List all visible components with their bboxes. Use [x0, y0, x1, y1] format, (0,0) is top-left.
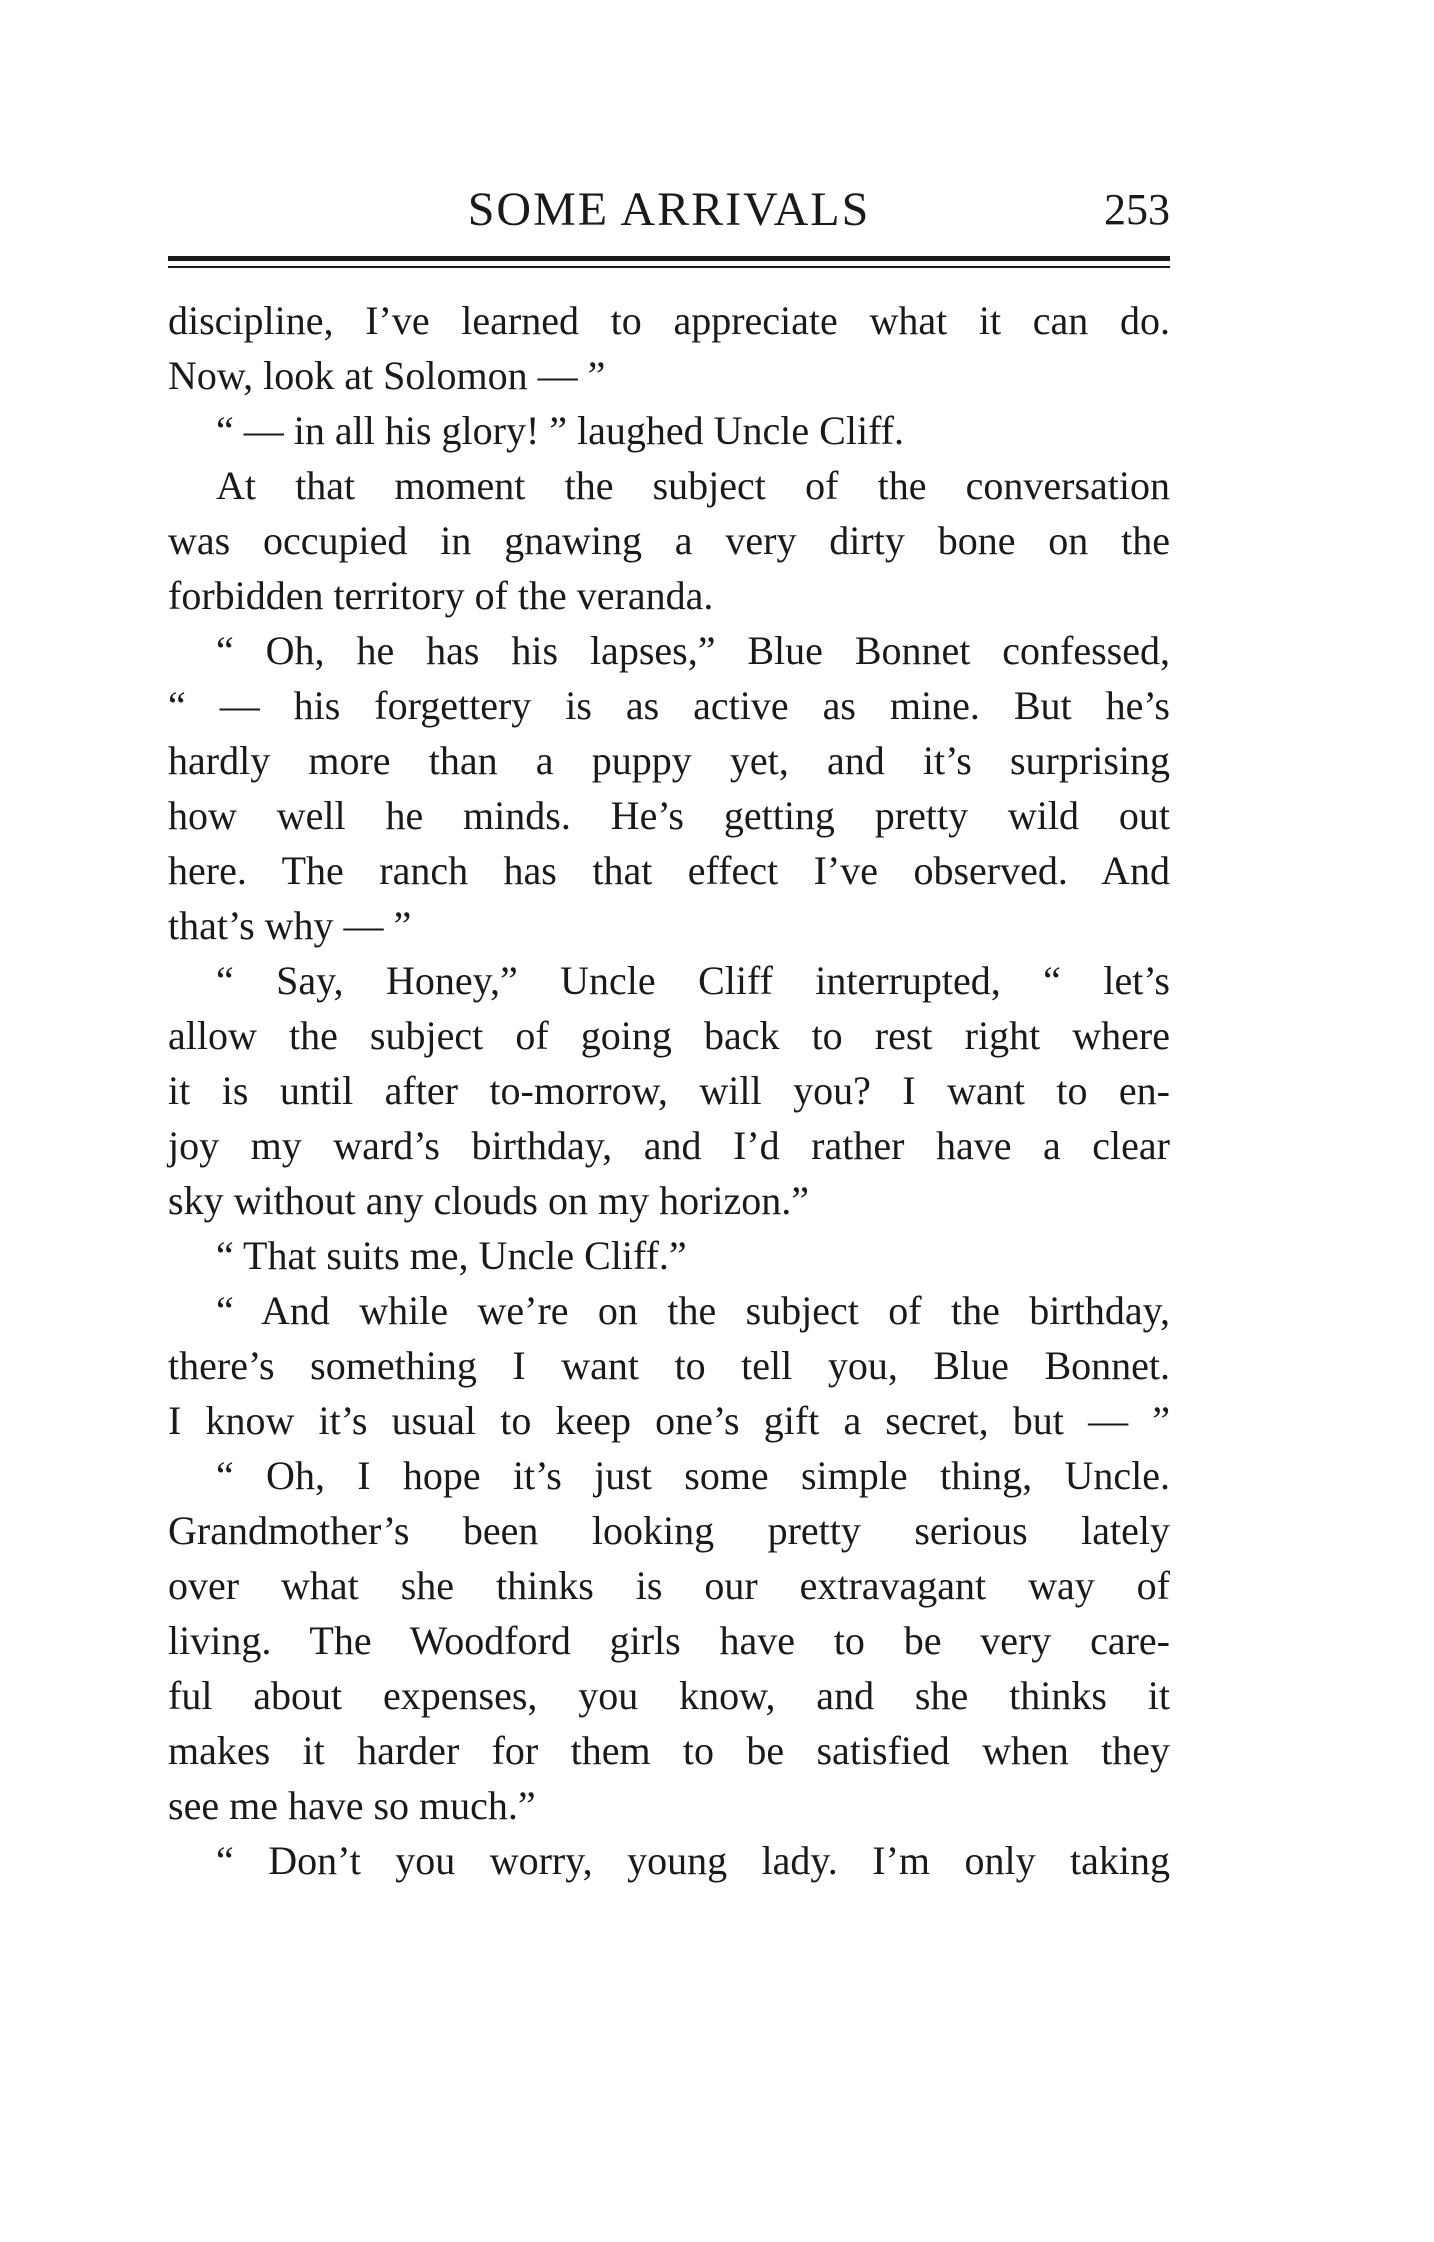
- text-line: “ Oh, I hope it’s just some simple thing, Uncle.: [216, 1453, 1170, 1498]
- text-line: At that moment the subject of the conversation: [216, 463, 1170, 508]
- text-line: over what she thinks is our extravagant way of: [168, 1563, 1170, 1608]
- text-line: makes it harder for them to be satisfied when they: [168, 1728, 1170, 1773]
- text-line: that’s why — ”: [168, 903, 412, 948]
- text-line: hardly more than a puppy yet, and it’s surprising: [168, 738, 1170, 783]
- text-line: Now, look at Solomon — ”: [168, 353, 606, 398]
- text-line: “ Don’t you worry, young lady. I’m only taking: [216, 1838, 1170, 1883]
- text-line: forbidden territory of the veranda.: [168, 573, 714, 618]
- text-line: allow the subject of going back to rest right where: [168, 1013, 1170, 1058]
- text-line: “ — in all his glory! ” laughed Uncle Cliff.: [216, 408, 904, 453]
- text-line: ful about expenses, you know, and she thinks it: [168, 1673, 1170, 1718]
- text-line: living. The Woodford girls have to be very care-: [168, 1618, 1170, 1663]
- chapter-title: SOME ARRIVALS: [467, 183, 871, 236]
- text-line: I know it’s usual to keep one’s gift a secret, but — ”: [168, 1398, 1170, 1443]
- text-line: “ That suits me, Uncle Cliff.”: [216, 1233, 687, 1278]
- text-line: how well he minds. He’s getting pretty wild out: [168, 793, 1170, 838]
- running-head: [168, 180, 1170, 240]
- text-line: Grandmother’s been looking pretty serious lately: [168, 1508, 1170, 1553]
- text-line: see me have so much.”: [168, 1783, 536, 1828]
- text-line: “ Say, Honey,” Uncle Cliff interrupted, “ let’s: [216, 958, 1170, 1003]
- text-line: discipline, I’ve learned to appreciate what it can do.: [168, 298, 1170, 343]
- body-text: [168, 293, 1170, 1888]
- text-line: here. The ranch has that effect I’ve observed. And: [168, 848, 1170, 893]
- page-number: 253: [1104, 185, 1170, 234]
- text-line: sky without any clouds on my horizon.”: [168, 1178, 810, 1223]
- text-line: there’s something I want to tell you, Blue Bonnet.: [168, 1343, 1170, 1388]
- text-line: was occupied in gnawing a very dirty bone on the: [168, 518, 1170, 563]
- text-line: “ — his forgettery is as active as mine. But he’s: [168, 683, 1170, 728]
- text-line: “ Oh, he has his lapses,” Blue Bonnet confessed,: [216, 628, 1170, 673]
- text-line: “ And while we’re on the subject of the birthday,: [216, 1288, 1170, 1333]
- text-line: it is until after to-morrow, will you? I want to en-: [168, 1068, 1170, 1113]
- header-rule-thick: [168, 256, 1170, 261]
- header-rule-thin: [168, 266, 1170, 268]
- text-line: joy my ward’s birthday, and I’d rather have a clear: [168, 1123, 1170, 1168]
